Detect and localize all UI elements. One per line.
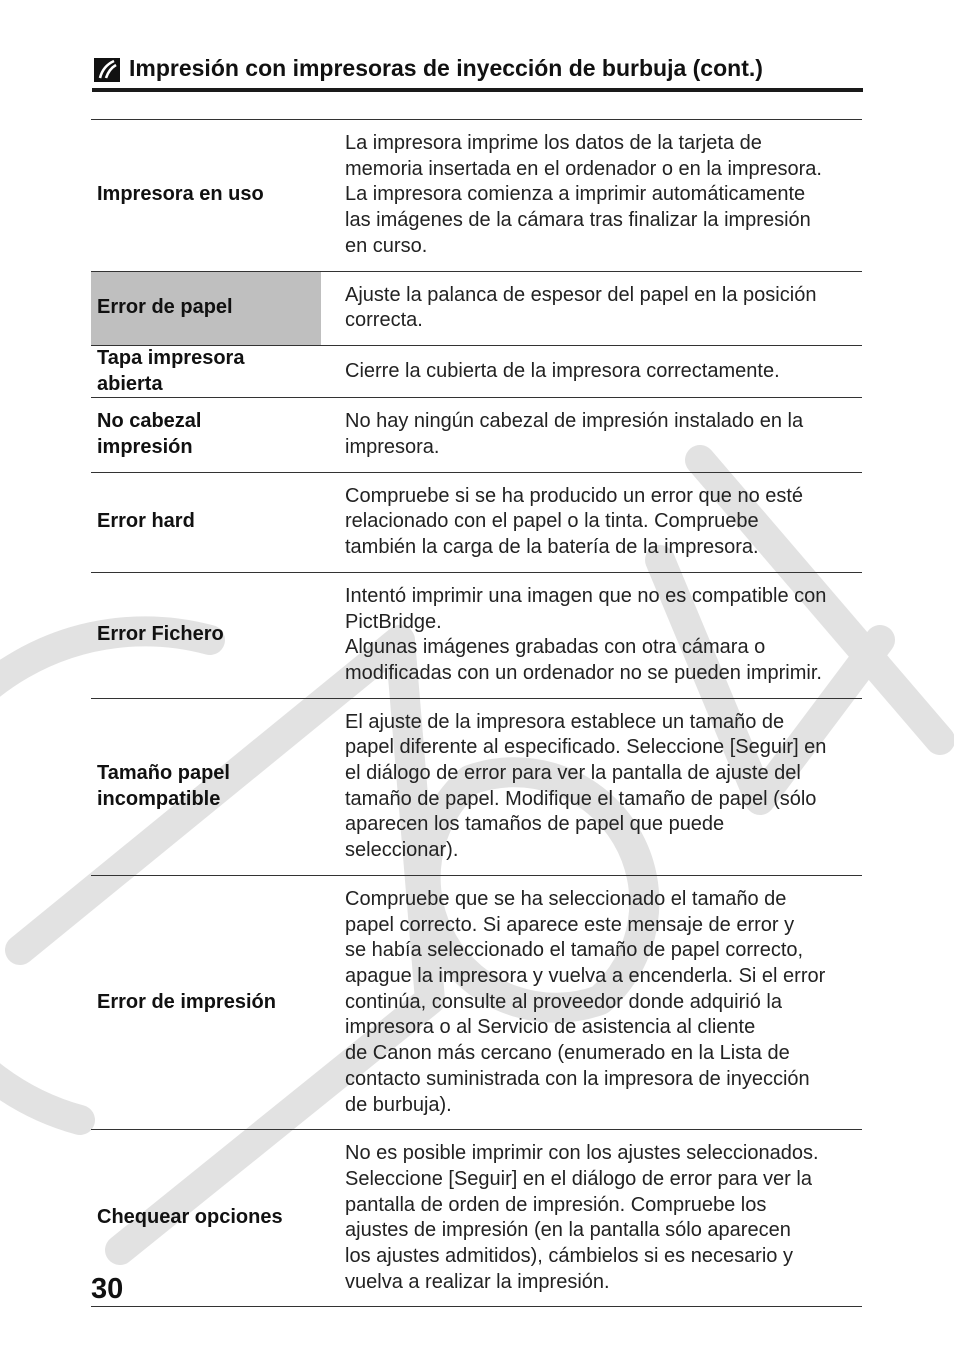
error-description-line: los ajustes admitidos), cámbielos si es necesario y [345, 1245, 793, 1268]
error-description-line: Compruebe si se ha producido un error que no esté [345, 484, 804, 507]
error-description-line: PictBridge. [345, 610, 442, 633]
table-row [91, 698, 862, 875]
error-term-line: Chequear opciones [97, 1206, 283, 1229]
error-term-line: Tapa impresora [97, 346, 245, 369]
error-term-line: abierta [97, 372, 163, 395]
error-term-line: incompatible [97, 787, 221, 810]
error-description-line: contacto suministrada con la impresora de inyección [345, 1067, 810, 1090]
error-description-line: apague la impresora y vuelva a encenderla. Si el error [345, 964, 826, 987]
error-description-line: de Canon más cercano (enumerado en la Lista de [345, 1042, 790, 1065]
error-description-line: las imágenes de la cámara tras finalizar la impresión [345, 209, 811, 232]
error-description-line: ajustes de impresión (en la pantalla sólo aparecen [345, 1219, 791, 1242]
error-description-line: Cierre la cubierta de la impresora correctamente. [345, 359, 780, 382]
page-title: Impresión con impresoras de inyección de burbuja (cont.) [129, 55, 763, 81]
error-description-line: Algunas imágenes grabadas con otra cámara o [345, 636, 766, 659]
error-description [321, 398, 862, 472]
error-term [91, 345, 321, 397]
error-term [91, 1130, 321, 1307]
error-description-line: se había seleccionado el tamaño de papel correcto, [345, 939, 804, 962]
error-description-line: aparecen los tamaños de papel que puede [345, 813, 725, 836]
error-term-line: Error Fichero [97, 623, 224, 646]
error-description-line: en curso. [345, 234, 428, 257]
table-row [91, 472, 862, 572]
error-description [321, 472, 862, 572]
error-term-line: Error de impresión [97, 990, 276, 1013]
error-description-line: Intentó imprimir una imagen que no es compatible con [345, 584, 827, 607]
error-description [321, 271, 862, 345]
table-row [91, 271, 862, 345]
error-description-line: también la carga de la batería de la impresora. [345, 536, 759, 559]
error-description-line: el diálogo de error para ver la pantalla de ajuste del [345, 762, 801, 785]
error-term [91, 271, 321, 345]
error-term [91, 120, 321, 272]
error-term-line: Error de papel [97, 296, 233, 319]
table-row [91, 120, 862, 272]
error-description [321, 875, 862, 1129]
error-description-line: memoria insertada en el ordenador o en la impresora. [345, 157, 822, 180]
error-term-line: Impresora en uso [97, 183, 264, 206]
error-description-line: relacionado con el papel o la tinta. Compruebe [345, 510, 759, 533]
error-description-line: No hay ningún cabezal de impresión instalado en la [345, 410, 804, 433]
error-description-line: El ajuste de la impresora establece un tamaño de [345, 710, 785, 733]
error-description-line: pantalla de orden de impresión. Compruebe los [345, 1193, 767, 1216]
error-term-line: impresión [97, 436, 193, 459]
printer-mode-icon [94, 58, 120, 82]
error-description-line: vuelva a realizar la impresión. [345, 1270, 610, 1293]
error-description-line: tamaño de papel. Modifique el tamaño de papel (sólo [345, 787, 817, 810]
error-description-line: continúa, consulte al proveedor donde adquirió la [345, 990, 782, 1013]
error-description [321, 1130, 862, 1307]
error-description-line: La impresora imprime los datos de la tarjeta de [345, 132, 762, 154]
error-description-line: seleccionar). [345, 839, 459, 862]
error-term-line: No cabezal [97, 410, 202, 433]
error-description [321, 698, 862, 875]
error-description-line: La impresora comienza a imprimir automáticamente [345, 183, 806, 206]
error-description-line: correcta. [345, 309, 423, 332]
error-description-line: papel diferente al especificado. Seleccione [Seguir] en [345, 736, 827, 759]
error-description-line: Ajuste la palanca de espesor del papel en la posición [345, 283, 817, 306]
table-row [91, 875, 862, 1129]
error-description [321, 120, 862, 272]
error-term [91, 698, 321, 875]
page-number: 30 [91, 1273, 124, 1305]
table-row [91, 345, 862, 397]
error-description-line: impresora o al Servicio de asistencia al cliente [345, 1016, 756, 1039]
error-term [91, 572, 321, 698]
error-message-table [91, 119, 862, 1307]
error-term-line: Tamaño papel [97, 762, 230, 785]
error-description-line: modificadas con un ordenador no se pueden imprimir. [345, 661, 822, 684]
table-row [91, 572, 862, 698]
error-term [91, 472, 321, 572]
table-row [91, 1130, 862, 1307]
error-description-line: de burbuja). [345, 1093, 452, 1116]
error-term [91, 398, 321, 472]
error-description-line: Seleccione [Seguir] en el diálogo de error para ver la [345, 1167, 812, 1190]
section-header [92, 52, 863, 92]
error-description-line: No es posible imprimir con los ajustes seleccionados. [345, 1142, 819, 1165]
table-row [91, 398, 862, 472]
error-description [321, 345, 862, 397]
error-term-line: Error hard [97, 510, 195, 533]
error-description-line: impresora. [345, 436, 440, 459]
error-term [91, 875, 321, 1129]
error-description-line: papel correcto. Si aparece este mensaje de error y [345, 913, 795, 936]
error-description-line: Compruebe que se ha seleccionado el tamaño de [345, 887, 787, 910]
error-description [321, 572, 862, 698]
